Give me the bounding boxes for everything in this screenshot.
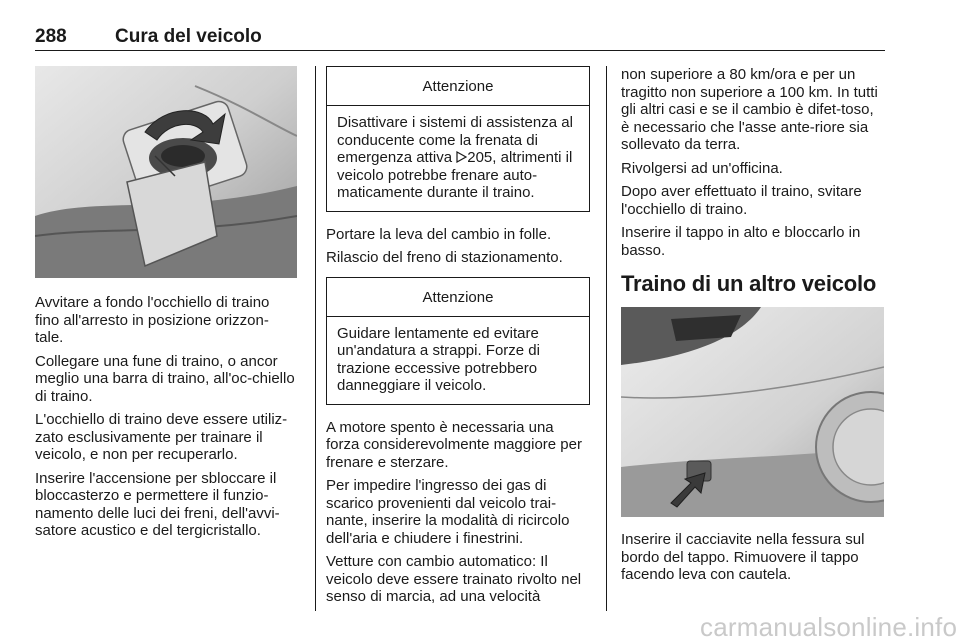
watermark: carmanualsonline.info	[700, 612, 958, 642]
page-number: 288	[35, 26, 67, 47]
paragraph: Inserire il cacciavite nella fessura sul bordo del tappo. Rimuovere il tappo facendo leva con cautela.	[621, 531, 865, 583]
paragraph: L'occhiello di traino deve essere utiliz‐zato esclusivamente per trainare il veicolo, e non per recuperarlo.	[35, 411, 288, 463]
paragraph: Avvitare a fondo l'occhiello di traino fino all'arresto in posizione orizzon‐tale.	[35, 294, 270, 346]
paragraph: Inserire l'accensione per sbloccare il bloccasterzo e permettere il funzio‐namento delle luci dei freni, dell'avvi‐satore acustico e del tergicristallo.	[35, 469, 280, 539]
column-3	[621, 66, 886, 590]
paragraph: Per impedire l'ingresso dei gas di scarico provenienti dal veicolo trai‐nante, inserire la modalità di ricircolo dell'aria e chiudere i finestrini.	[326, 477, 570, 547]
warning-text: Guidare lentamente ed evitare un'andatura a strappi. Forze di trazione eccessive potrebbero danneggiare il veicolo.	[337, 324, 540, 394]
page-header	[35, 26, 885, 52]
warning-text	[327, 106, 589, 211]
arrow-right-outline-icon	[456, 150, 467, 162]
warning-title: Attenzione	[327, 67, 589, 106]
paragraph: Dopo aver effettuato il traino, svitare l'occhiello di traino.	[621, 183, 862, 218]
warning-text-part: Disattivare i sistemi di assistenza al conducente come la frenata di emergenza attiva	[337, 114, 573, 166]
paragraph: Rilascio del freno di stazionamento.	[326, 249, 563, 266]
paragraph: Rivolgersi ad un'officina.	[621, 159, 783, 177]
column-1	[35, 66, 297, 546]
tow-eye-figure-svg	[35, 66, 297, 278]
page-reference[interactable]: 205	[467, 149, 493, 166]
column-divider	[315, 66, 316, 611]
header-rule	[35, 50, 885, 51]
rear-tow-cap-illustration	[621, 307, 884, 517]
warning-box	[326, 66, 590, 212]
paragraph: Collegare una fune di traino, o ancor meglio una barra di traino, all'oc‐chiello di traino.	[35, 352, 295, 405]
tow-eye-illustration	[35, 66, 297, 278]
paragraph: Inserire il tappo in alto e bloccarlo in basso.	[621, 224, 861, 259]
warning-text-part: , altrimenti il veicolo potrebbe frenare auto‐maticamente durante il traino.	[337, 149, 573, 201]
paragraph: Vetture con cambio automatico: Il veicolo deve essere trainato rivolto nel senso di marcia, ad una velocità	[326, 553, 582, 605]
column-2	[326, 66, 590, 612]
column-divider	[606, 66, 607, 611]
section-title: Cura del veicolo	[115, 26, 262, 47]
rear-bumper-figure-svg	[621, 307, 884, 517]
paragraph: A motore spento è necessaria una forza considerevolmente maggiore per frenare e sterzare.	[326, 418, 582, 471]
paragraph: non superiore a 80 km/ora e per un tragitto non superiore a 100 km. In tutti gli altri casi e se il cambio è difet‐toso, è necessario che l'asse ante‐riore sia sollevato da terra.	[621, 66, 878, 153]
section-heading: Traino di un altro veicolo	[621, 271, 877, 296]
warning-box	[326, 277, 590, 405]
warning-title: Attenzione	[327, 278, 589, 317]
paragraph: Portare la leva del cambio in folle.	[326, 225, 552, 243]
